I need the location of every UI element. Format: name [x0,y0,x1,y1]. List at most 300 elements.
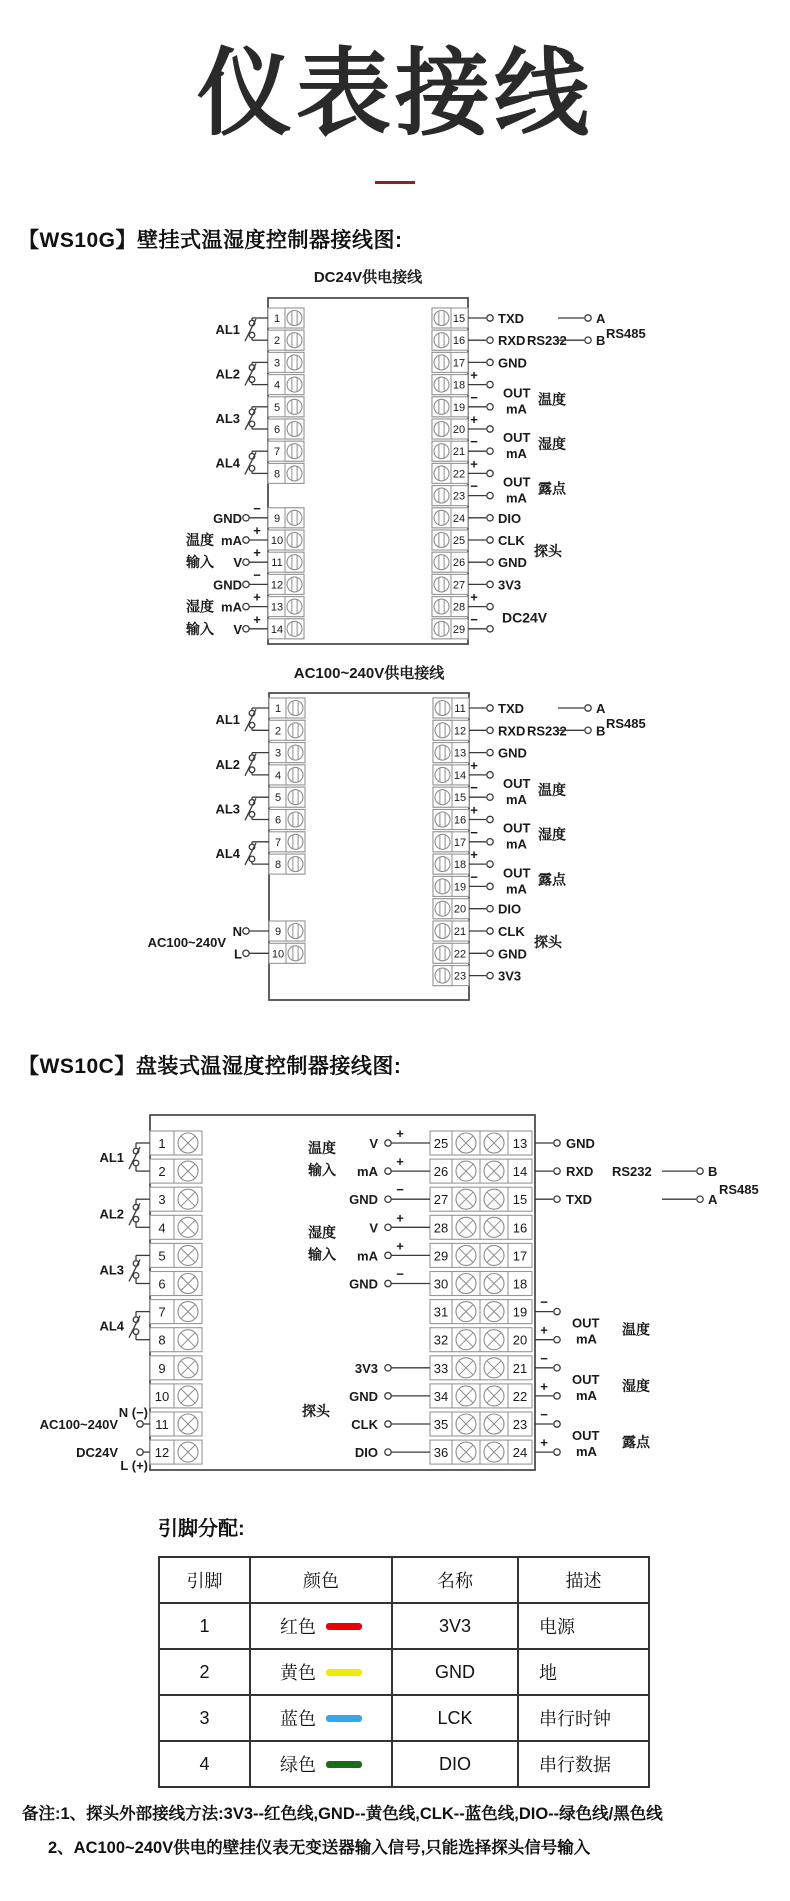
color-swatch [326,1715,362,1722]
terminal-number: 15 [452,313,466,325]
color-name: 绿色 [280,1755,316,1775]
pin-color-cell [250,1603,392,1649]
switch-contact [133,1273,139,1279]
input-group-label: 湿度 [308,1224,336,1241]
wire-endpoint [487,883,493,889]
output-group-label: 湿度 [538,826,566,843]
wire-endpoint [385,1252,391,1258]
pin-label: DIO [354,1445,378,1461]
color-swatch-wrap [251,1613,391,1639]
pin-label: L [234,946,242,962]
terminal-number: 17 [512,1248,528,1264]
terminal-12 [150,1440,202,1464]
polarity-sign: − [253,567,261,583]
out-label: OUT [503,820,531,836]
screw-terminal-icon [434,466,449,481]
color-name: 黄色 [280,1663,316,1683]
wire-endpoint [585,705,591,711]
terminal-number: 5 [274,792,282,805]
pin-label: mA [357,1164,378,1180]
wire-endpoint [554,1337,560,1343]
unit-label: mA [576,1387,597,1403]
polarity-sign: + [396,1238,404,1254]
pin-color-cell [250,1695,392,1741]
wire-endpoint [554,1168,560,1174]
terminal-number: 7 [158,1304,166,1320]
screw-terminal-icon [288,723,303,738]
unit-label: mA [506,836,527,852]
terminal-28-16 [430,1215,532,1239]
rs485-label: RS485 [719,1182,759,1198]
terminal-number: 19 [452,401,466,414]
terminal-21 [432,441,468,461]
screw-terminal-icon [287,510,302,525]
rs485-label: RS485 [606,716,646,732]
wire-endpoint [385,1140,391,1146]
terminal-10 [268,530,304,550]
wire-endpoint [385,1168,391,1174]
side-label: DC24V [502,609,548,626]
screw-terminal-icon [287,621,302,636]
terminal-29 [432,619,468,639]
terminal-22 [433,943,469,963]
terminal-9 [269,921,305,941]
terminal-number: 21 [512,1360,528,1376]
terminal-7 [268,441,304,461]
color-swatch-wrap [251,1705,391,1731]
terminal-number: 6 [274,814,282,827]
alarm-switch-label: AL4 [99,1318,124,1334]
screw-terminal-icon [287,555,302,570]
wire-endpoint [554,1421,560,1427]
terminal-number: 21 [452,446,466,459]
color-swatch [326,1623,362,1630]
terminal-number: 17 [453,836,467,849]
switch-contact [249,332,255,338]
pin-label: 3V3 [498,968,522,984]
screw-terminal-icon [435,924,450,939]
unit-label: mA [576,1444,597,1460]
wiring-diagram-ws10g-dc24v [0,255,790,660]
polarity-sign: − [253,500,261,516]
terminal-12 [433,720,469,740]
polarity-sign: − [470,824,478,840]
terminal-8 [268,463,304,483]
terminal-number: 20 [452,424,466,436]
alarm-switch-label: AL3 [215,801,240,817]
switch-contact [133,1216,139,1222]
pin-assignment-table [158,1556,650,1788]
wire-endpoint [487,448,493,454]
alarm-switch-label: AL2 [99,1206,124,1222]
input-group-label: 输入 [186,554,214,571]
terminal-1 [269,698,305,718]
alarm-switch-label: AL1 [99,1150,124,1166]
terminal-26-14 [430,1159,532,1183]
screw-terminal-icon [287,577,302,592]
terminal-number: 15 [453,792,467,805]
screw-terminal-icon [434,377,449,392]
terminal-number: 32 [433,1332,449,1348]
screw-terminal-icon [288,790,303,805]
wire-endpoint [487,381,493,387]
polarity-sign: + [540,1378,548,1394]
pin-table-header: 描述 [518,1557,649,1603]
wiring-diagram-ws10c [0,1090,790,1490]
output-group-label: 湿度 [538,436,566,453]
power-pin-label: L (+) [120,1458,148,1474]
terminal-number: 13 [270,601,284,614]
wire-endpoint [487,581,493,587]
power-label: DC24V [76,1445,118,1461]
switch-contact [249,856,255,862]
terminal-number: 20 [453,903,467,916]
terminal-17 [433,832,469,852]
terminal-26 [432,552,468,572]
terminal-7 [150,1300,202,1324]
terminal-number: 23 [453,970,467,983]
terminal-4 [150,1215,202,1239]
polarity-sign: + [396,1154,404,1170]
pin-label: GND [213,577,242,593]
terminal-number: 22 [453,948,467,961]
terminal-number: 10 [154,1388,170,1404]
terminal-number: 3 [274,747,282,760]
page-title: 仪表接线 [196,41,593,147]
terminal-number: 6 [273,424,281,436]
wire-endpoint [243,559,249,565]
polarity-sign: − [470,780,478,796]
terminal-number: 11 [271,557,283,570]
pin-label: mA [221,533,242,548]
wire-endpoint [385,1421,391,1427]
terminal-5 [268,397,304,417]
out-label: OUT [572,1371,600,1387]
terminal-21 [433,921,469,941]
terminal-7 [269,832,305,852]
wire-endpoint [487,515,493,521]
terminal-number: 6 [158,1276,166,1292]
pin-name-cell: GND [392,1649,518,1695]
terminal-13 [268,597,304,617]
color-swatch [326,1669,362,1676]
terminal-number: 11 [454,703,466,715]
terminal-11 [150,1412,202,1436]
terminal-number: 25 [433,1136,449,1151]
pin-desc-cell: 串行数据 [518,1741,649,1787]
terminal-3 [268,352,304,372]
terminal-number: 8 [274,859,282,872]
wire-endpoint [487,906,493,912]
screw-terminal-icon [288,767,303,782]
terminal-16 [433,810,469,830]
terminal-23 [433,966,469,986]
pin-table-row [159,1649,649,1695]
terminal-number: 25 [452,535,466,547]
terminal-9 [268,508,304,528]
wire-endpoint [243,537,249,543]
terminal-30-18 [430,1272,532,1296]
rs485-port-label: B [596,333,606,349]
terminal-number: 30 [433,1276,449,1292]
pin-label: GND [349,1192,378,1208]
terminal-35-23 [430,1412,532,1436]
side-label: 探头 [534,543,562,560]
pin-label: RXD [566,1164,594,1180]
screw-terminal-icon [434,333,449,348]
output-group-label: 温度 [538,782,566,799]
pin-name-cell: 3V3 [392,1603,518,1649]
terminal-23 [432,486,468,506]
terminal-6 [150,1272,202,1296]
unit-label: mA [506,881,527,897]
diagram-title: DC24V供电接线 [313,269,423,286]
screw-terminal-icon [434,599,449,614]
terminal-1 [268,308,304,328]
pin-label: CLK [498,533,525,548]
pin-label: mA [357,1248,378,1264]
screw-terminal-icon [287,377,302,392]
wire-endpoint [487,727,493,733]
interface-label: RS232 [612,1164,652,1180]
wire-endpoint [487,559,493,565]
wire-endpoint [385,1449,391,1455]
interface-label: RS232 [527,333,567,349]
alarm-switch-label: AL1 [215,712,240,728]
pin-label: V [369,1136,378,1151]
terminal-number: 2 [274,725,282,738]
wire-endpoint [487,315,493,321]
polarity-sign: − [470,478,478,494]
terminal-6 [269,810,305,830]
wire-endpoint [585,727,591,733]
power-pin-label: N (−) [118,1405,148,1420]
pin-color-cell [250,1649,392,1695]
terminal-number: 12 [154,1445,170,1461]
wire-endpoint [137,1421,143,1427]
screw-terminal-icon [435,834,450,849]
screw-terminal-icon [287,444,302,459]
notes [22,1800,778,1868]
pin-label: 3V3 [498,577,522,593]
input-group-label: 温度 [186,532,214,548]
wire-endpoint [385,1365,391,1371]
title-underline [375,181,415,184]
screw-terminal-icon [288,701,303,716]
terminal-number: 29 [452,623,466,636]
section-heading-ws10g: 【WS10G】壁挂式温湿度控制器接线图: [18,229,403,252]
note-line-1: 备注:1、探头外部接线方法:3V3--红色线,GND--黄色线,CLK--蓝色线,DIO--绿色线/黑色线 [22,1805,663,1823]
terminal-8 [269,854,305,874]
terminal-17 [432,352,468,372]
color-name: 红色 [280,1617,316,1637]
terminal-15 [432,308,468,328]
pin-label: N [232,924,242,939]
polarity-sign: + [253,589,261,605]
wire-endpoint [385,1196,391,1202]
screw-terminal-icon [288,812,303,827]
alarm-switch-label: AL2 [215,756,240,772]
terminal-number: 7 [274,836,282,849]
wire-endpoint [385,1224,391,1230]
screw-terminal-icon [287,355,302,370]
pin-label: RXD [498,723,526,739]
screw-terminal-icon [287,311,302,326]
polarity-sign: + [253,545,261,561]
rs485-port-label: B [596,723,606,739]
terminal-number: 19 [453,881,467,894]
wire-endpoint [243,950,249,956]
wire-endpoint [487,603,493,609]
pin-table-header: 引脚 [159,1557,250,1603]
input-group-label: 输入 [186,620,214,637]
terminal-4 [268,375,304,395]
rs485-port-label: B [708,1164,718,1180]
wiring-diagram-ws10g-ac [0,660,790,1020]
terminal-11 [433,698,469,718]
pin-label: RXD [498,333,526,349]
polarity-sign: − [540,1294,548,1310]
screw-terminal-icon [288,946,303,961]
terminal-number: 18 [512,1276,528,1292]
wire-endpoint [487,816,493,822]
screw-terminal-icon [435,790,450,805]
pin-table-row [159,1603,649,1649]
screw-terminal-icon [288,745,303,760]
pin-assignment-heading: 引脚分配: [158,1518,245,1540]
terminal-number: 1 [158,1136,166,1151]
terminal-number: 26 [452,557,466,570]
polarity-sign: − [470,869,478,885]
polarity-sign: + [540,1435,548,1451]
switch-contact [249,377,255,383]
pin-desc-cell: 串行时钟 [518,1695,649,1741]
unit-label: mA [506,490,527,506]
unit-label: mA [506,792,527,808]
wire-endpoint [487,426,493,432]
unit-label: mA [506,446,527,462]
screw-terminal-icon [434,488,449,503]
wire-endpoint [487,492,493,498]
polarity-sign: + [470,367,478,383]
terminal-number: 17 [452,357,466,370]
terminal-4 [269,765,305,785]
wire-endpoint [243,603,249,609]
wire-endpoint [243,626,249,632]
terminal-19 [433,876,469,896]
polarity-sign: − [396,1266,404,1282]
wire-endpoint [487,337,493,343]
wire-endpoint [554,1308,560,1314]
screw-terminal-icon [287,599,302,614]
rs485-label: RS485 [606,326,646,342]
terminal-number: 36 [433,1445,449,1461]
diagram-title: AC100~240V供电接线 [293,665,445,682]
terminal-number: 28 [433,1220,449,1236]
terminal-12 [268,574,304,594]
terminal-25-13 [430,1131,532,1155]
wire-endpoint [487,861,493,867]
terminal-15 [433,787,469,807]
terminal-number: 2 [158,1164,166,1180]
screw-terminal-icon [435,812,450,827]
polarity-sign: − [470,611,478,627]
screw-terminal-icon [287,533,302,548]
out-label: OUT [503,430,531,446]
pin-label: mA [221,599,242,615]
terminal-number: 24 [512,1445,528,1461]
terminal-27-15 [430,1187,532,1211]
color-swatch-wrap [251,1659,391,1685]
output-group-label: 露点 [538,871,566,888]
terminal-2 [150,1159,202,1183]
terminal-number: 27 [452,579,466,592]
terminal-28 [432,597,468,617]
pin-table-header: 颜色 [250,1557,392,1603]
polarity-sign: − [470,434,478,450]
switch-contact [249,466,255,472]
color-swatch [326,1761,362,1768]
terminal-number: 18 [453,859,467,872]
terminal-number: 5 [158,1248,166,1264]
output-group-label: 温度 [538,391,566,408]
pin-label: CLK [351,1417,378,1432]
terminal-number: 12 [270,579,284,592]
switch-contact [249,421,255,427]
pin-table-row [159,1741,649,1787]
pin-label: GND [498,745,527,761]
terminal-number: 35 [433,1417,449,1432]
out-label: OUT [503,776,531,792]
terminal-9 [150,1356,202,1380]
terminal-18 [433,854,469,874]
terminal-number: 22 [512,1388,528,1404]
screw-terminal-icon [435,946,450,961]
wire-endpoint [385,1280,391,1286]
terminal-16 [432,330,468,350]
wire-endpoint [487,772,493,778]
wire-endpoint [487,794,493,800]
terminal-1 [150,1131,202,1155]
terminal-19 [432,397,468,417]
pin-label: TXD [498,701,524,716]
polarity-sign: + [540,1322,548,1338]
pin-label: GND [349,1276,378,1292]
out-label: OUT [503,865,531,881]
terminal-number: 9 [273,512,281,525]
screw-terminal-icon [434,577,449,592]
polarity-sign: + [253,611,261,627]
screw-terminal-icon [287,333,302,348]
terminal-number: 26 [433,1164,449,1180]
screw-terminal-icon [435,701,450,716]
wire-endpoint [385,1393,391,1399]
polarity-sign: + [470,847,478,863]
wire-endpoint [243,581,249,587]
screw-terminal-icon [287,466,302,481]
output-group-label: 露点 [538,480,566,497]
terminal-number: 4 [273,379,281,392]
screw-terminal-icon [288,857,303,872]
pin-label: TXD [566,1192,592,1208]
polarity-sign: − [540,1407,548,1422]
polarity-sign: + [470,757,478,773]
wire-endpoint [554,1140,560,1146]
screw-terminal-icon [435,723,450,738]
terminal-number: 13 [512,1136,528,1151]
screw-terminal-icon [434,621,449,636]
terminal-3 [150,1187,202,1211]
